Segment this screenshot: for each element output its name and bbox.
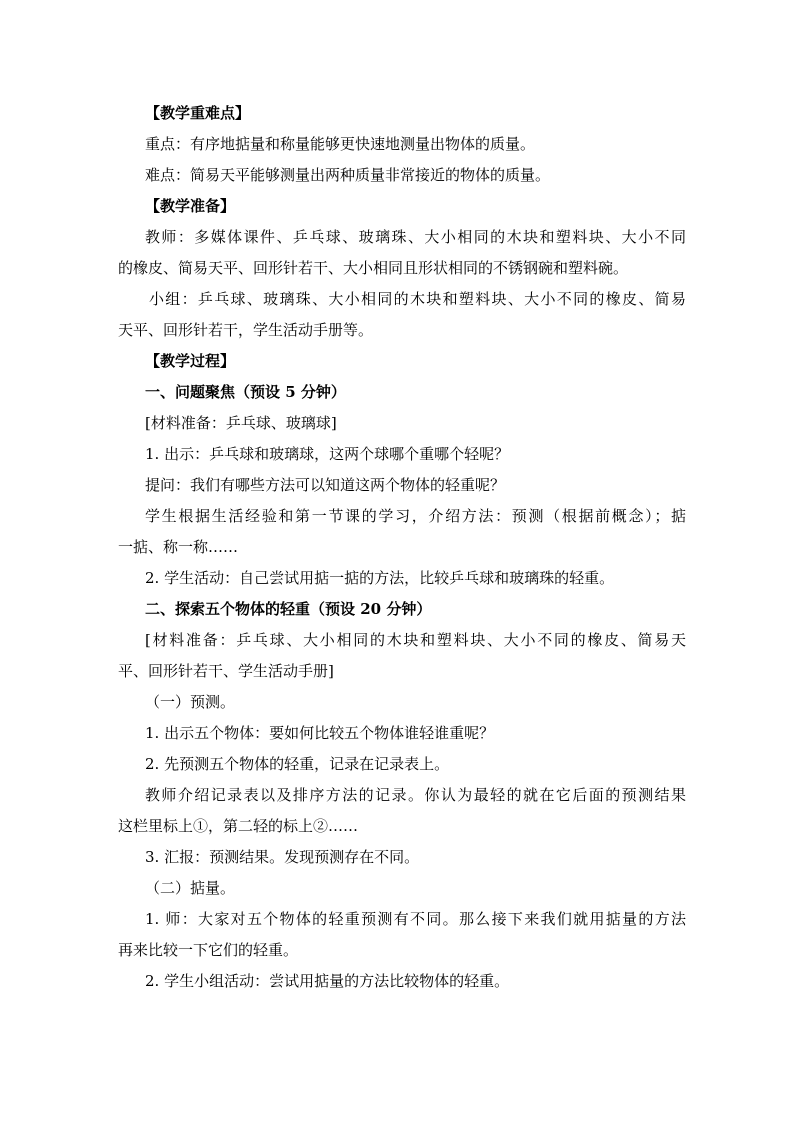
paragraph-line: [材料准备：乒乓球、大小相同的木块和塑料块、大小不同的橡皮、简易天: [145, 631, 686, 649]
paragraph-line: 1. 出示：乒乓球和玻璃球，这两个球哪个重哪个轻呢？: [145, 445, 510, 463]
paragraph-line: 的橡皮、简易天平、回形针若干、大小相同且形状相同的不锈钢碗和塑料碗。: [118, 259, 629, 277]
section-heading: 二、探索五个物体的轻重（预设 20 分钟）: [145, 600, 432, 618]
paragraph-line: 天平、回形针若干，学生活动手册等。: [118, 321, 374, 339]
paragraph-line: （二）掂量。: [145, 879, 236, 897]
paragraph-line: （一）预测。: [145, 693, 236, 711]
paragraph-line: 教师介绍记录表以及排序方法的记录。你认为最轻的就在它后面的预测结果: [145, 786, 686, 804]
paragraph-line: 2. 先预测五个物体的轻重，记录在记录表上。: [145, 755, 450, 773]
paragraph-line: 难点：简易天平能够测量出两种质量非常接近的物体的质量。: [145, 166, 551, 184]
paragraph-line: 提问：我们有哪些方法可以知道这两个物体的轻重呢？: [145, 476, 506, 494]
section-heading: 【教学过程】: [145, 352, 236, 370]
paragraph-line: 这栏里标上①，第二轻的标上②……: [118, 817, 359, 835]
section-heading: 一、问题聚焦（预设 5 分钟）: [145, 383, 346, 401]
document-body: [118, 98, 686, 997]
paragraph-line: 教师：多媒体课件、乒乓球、玻璃珠、大小相同的木块和塑料块、大小不同: [145, 228, 686, 246]
paragraph-line: 再来比较一下它们的轻重。: [118, 941, 299, 959]
paragraph-line: 1. 师：大家对五个物体的轻重预测有不同。那么接下来我们就用掂量的方法: [145, 910, 686, 928]
paragraph-line: 小组：乒乓球、玻璃珠、大小相同的木块和塑料块、大小不同的橡皮、简易: [149, 290, 686, 308]
section-heading: 【教学准备】: [145, 197, 236, 215]
paragraph-line: [材料准备：乒乓球、玻璃球]: [145, 414, 337, 432]
paragraph-line: 重点：有序地掂量和称量能够更快速地测量出物体的质量。: [145, 135, 536, 153]
paragraph-line: 1. 出示五个物体：要如何比较五个物体谁轻谁重呢？: [145, 724, 495, 742]
section-heading: 【教学重难点】: [145, 104, 251, 122]
paragraph-line: 3. 汇报：预测结果。发现预测存在不同。: [145, 848, 420, 866]
paragraph-line: 学生根据生活经验和第一节课的学习，介绍方法：预测（根据前概念）；掂: [145, 507, 686, 525]
paragraph-line: 2. 学生活动：自己尝试用掂一掂的方法，比较乒乓球和玻璃珠的轻重。: [145, 569, 615, 587]
paragraph-line: 一掂、称一称……: [118, 538, 239, 556]
paragraph-line: 平、回形针若干、学生活动手册]: [118, 662, 334, 680]
paragraph-line: 2. 学生小组活动：尝试用掂量的方法比较物体的轻重。: [145, 972, 510, 990]
